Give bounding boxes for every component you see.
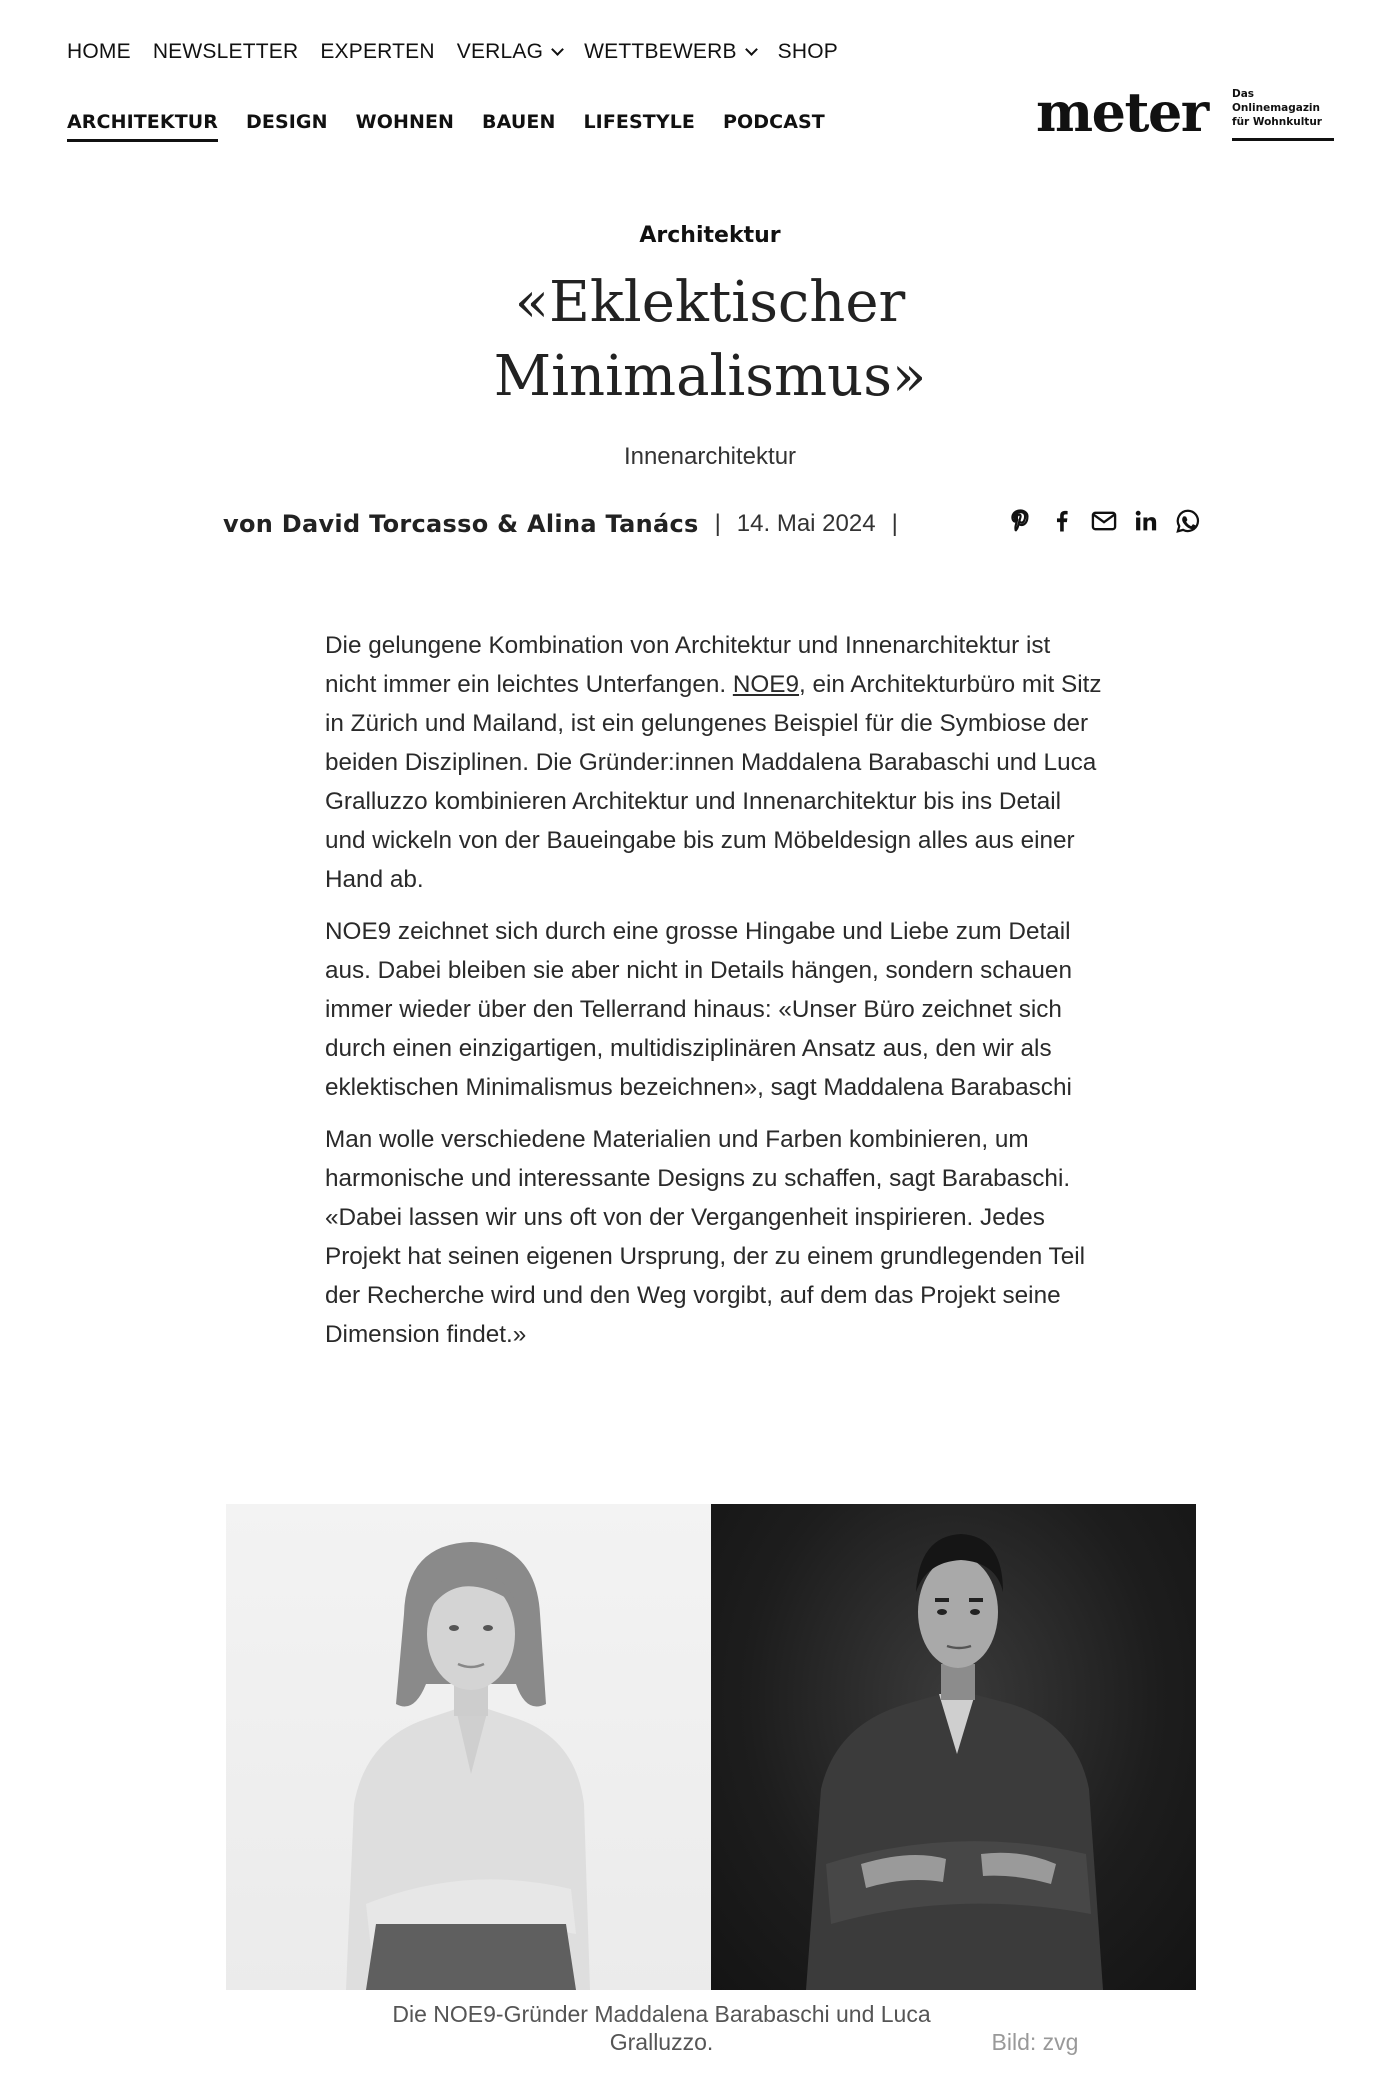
article-subtitle: Innenarchitektur	[623, 443, 797, 470]
mainnav-bauen[interactable]: BAUEN	[482, 111, 556, 133]
chevron-down-icon	[551, 43, 564, 56]
topnav-wettbewerb-label: WETTBEWERB	[584, 40, 737, 63]
noe9-link[interactable]: NOE9	[732, 671, 800, 698]
paragraph: NOE9 zeichnet sich durch eine grosse Hingabe und Liebe zum Detail aus. Dabei bleiben sie aber nicht in Details hängen, sondern schauen immer wieder über den Tellerrand hinaus: «Unser Büro zeichnet sich durch einen einzigartigen, multidisziplinären Ansatz aus, den wir als eklektischen Minimalismus bezeichnen», sagt Maddalena Barabaschi	[325, 918, 1072, 1101]
article-category: Architektur	[639, 223, 781, 248]
site-logo[interactable]	[1036, 82, 1336, 144]
pinterest-icon[interactable]	[1006, 507, 1034, 535]
topnav-verlag[interactable]	[457, 40, 562, 64]
logo-tagline	[1232, 87, 1342, 129]
mainnav-lifestyle[interactable]: LIFESTYLE	[583, 111, 695, 133]
publish-date: 14. Mai 2024	[736, 510, 876, 537]
whatsapp-icon[interactable]	[1174, 507, 1202, 535]
email-icon[interactable]	[1090, 507, 1118, 535]
topnav-verlag-label: VERLAG	[456, 40, 544, 63]
top-navigation	[67, 40, 860, 64]
logo-tagline-line: Onlinemagazin	[1232, 102, 1321, 114]
byline-separator: |	[714, 510, 721, 537]
byline	[223, 510, 914, 538]
topnav-experten[interactable]: EXPERTEN	[320, 40, 435, 63]
linkedin-icon[interactable]	[1132, 507, 1160, 535]
author-names: von David Torcasso & Alina Tanács	[223, 510, 699, 538]
founders-photo	[226, 1504, 1196, 1990]
mainnav-wohnen[interactable]: WOHNEN	[355, 111, 455, 133]
portrait-woman	[226, 1504, 711, 1990]
logo-tagline-line: Das	[1232, 88, 1255, 100]
logo-wordmark: meter	[1036, 80, 1208, 144]
logo-tagline-line: für Wohnkultur	[1232, 116, 1322, 128]
paragraph-text: , ein Architekturbüro mit Sitz in Zürich und Mailand, ist ein gelungenes Beispiel für die Symbiose der beiden Disziplinen. Die Gründer:innen Maddalena Barabaschi und Luca Gralluzzo kombinieren Architektur und Innenarchitektur bis ins Detail und wickeln von der Baueingabe bis zum Möbeldesign alles aus einer Hand ab.	[325, 671, 1102, 893]
paragraph: Man wolle verschiedene Materialien und Farben kombinieren, um harmonische und interessante Designs zu schaffen, sagt Barabaschi. «Dabei lassen wir uns oft von der Vergangenheit inspirieren. Jedes Projekt hat seinen eigenen Ursprung, der zu einem grundlegenden Teil der Recherche wird und den Weg vorgibt, auf dem das Projekt seine Dimension findet.»	[325, 1126, 1086, 1348]
portrait-man	[711, 1504, 1196, 1990]
topnav-shop[interactable]: SHOP	[777, 40, 838, 63]
article-title	[0, 266, 1400, 414]
title-line: Minimalismus»	[493, 344, 927, 409]
facebook-icon[interactable]	[1048, 507, 1076, 535]
paragraph	[325, 626, 1105, 899]
photo-caption	[0, 2000, 1400, 2056]
title-line: «Eklektischer	[514, 270, 906, 335]
mainnav-design[interactable]: DESIGN	[246, 111, 328, 133]
byline-separator: |	[891, 510, 898, 537]
chevron-down-icon	[745, 43, 758, 56]
topnav-wettbewerb[interactable]	[584, 40, 756, 64]
caption-text: Die NOE9-Gründer Maddalena Barabaschi und Luca Gralluzzo.	[392, 2001, 931, 2055]
share-bar	[1006, 507, 1216, 535]
article-body	[325, 626, 1105, 1367]
topnav-home[interactable]: HOME	[67, 40, 131, 63]
topnav-newsletter[interactable]: NEWSLETTER	[152, 40, 299, 63]
photo-credit: Bild: zvg	[991, 2029, 1079, 2055]
photo-luca-gralluzzo	[711, 1504, 1196, 1990]
logo-underline	[1232, 138, 1334, 141]
main-navigation	[67, 111, 853, 142]
mainnav-podcast[interactable]: PODCAST	[723, 111, 825, 133]
mainnav-architektur[interactable]: ARCHITEKTUR	[67, 111, 218, 142]
photo-maddalena-barabaschi	[226, 1504, 711, 1990]
paragraph-text: Die gelungene Kombination von Architektur und Innenarchitektur ist nicht immer ein leichtes Unterfangen.	[325, 632, 1051, 698]
